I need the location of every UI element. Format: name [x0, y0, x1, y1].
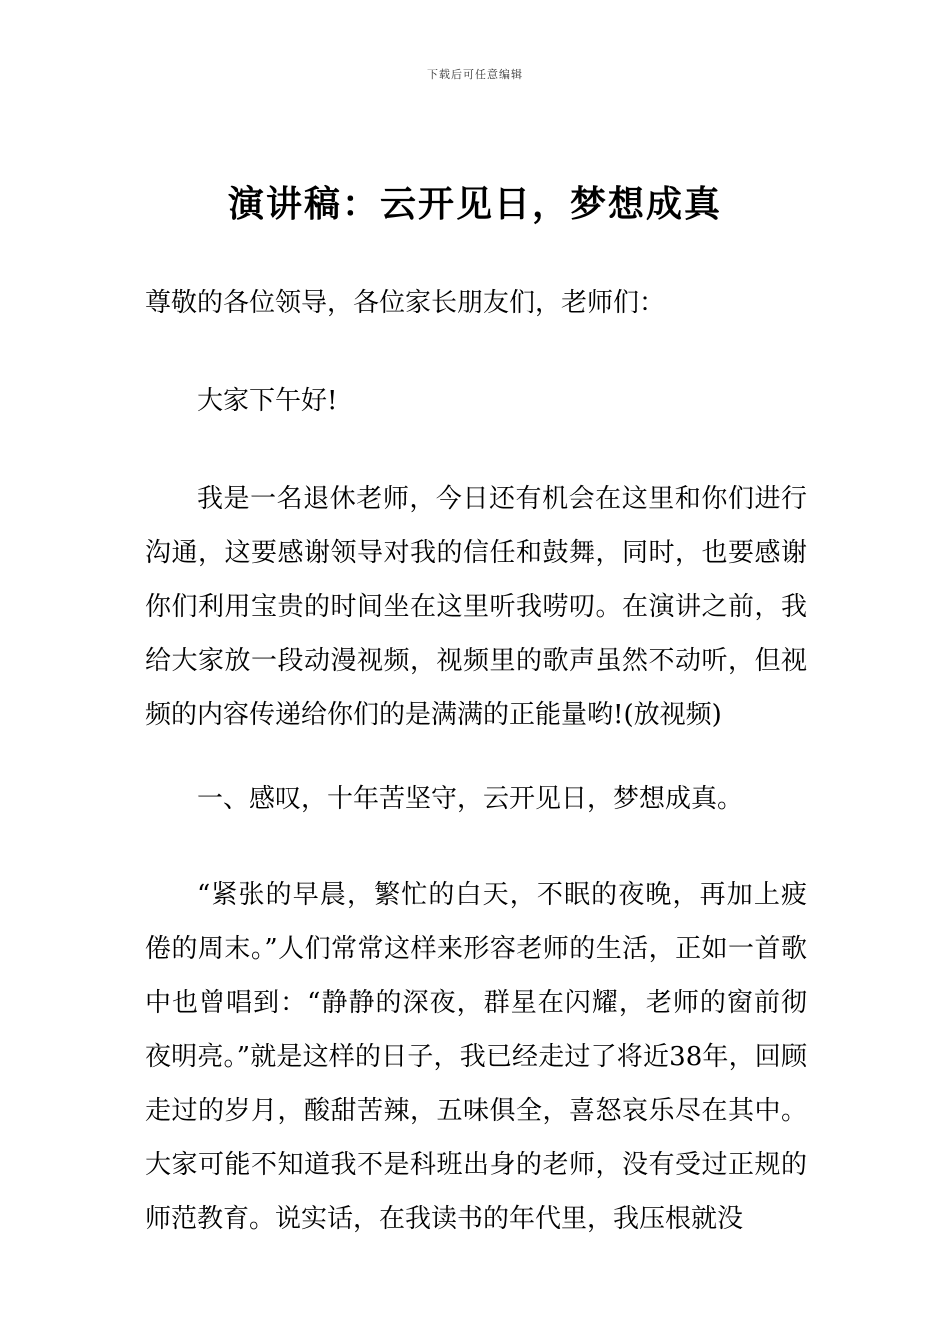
section1-body-paragraph: [145, 868, 807, 1246]
salutation-text: 尊敬的各位领导，各位家长朋友们，老师们：: [145, 288, 666, 318]
section1-heading: 一、感叹，十年苦坚守，云开见日，梦想成真。: [197, 784, 744, 814]
section1-text: “紧张的早晨，繁忙的白天，不眠的夜晚，再加上疲倦的周末。”人们常常这样来形容老师的生活，正如一首歌中也曾唱到：“静静的深夜，群星在闪耀，老师的窗前彻夜明亮。”就是这样的日子，我已经走过了将近38年，回顾走过的岁月，酸甜苦辣，五味俱全，喜怒哀乐尽在其中。大家可能不知道我不是科班出身的老师，没有受过正规的师范教育。说实话，在我读书的年代里，我压根就没: [145, 880, 807, 1234]
greeting-paragraph: [145, 374, 807, 428]
intro-paragraph: [145, 472, 807, 742]
salutation-paragraph: [145, 276, 807, 330]
header-note: 下载后可任意编辑: [427, 68, 523, 81]
greeting-text: 大家下午好!: [197, 386, 338, 416]
document-title: 演讲稿：云开见日，梦想成真: [227, 184, 722, 225]
intro-text: 我是一名退休老师，今日还有机会在这里和你们进行沟通，这要感谢领导对我的信任和鼓舞，同时，也要感谢你们利用宝贵的时间坐在这里听我唠叨。在演讲之前，我给大家放一段动漫视频，视频里的歌声虽然不动听，但视频的内容传递给你们的是满满的正能量哟!(放视频): [145, 484, 807, 730]
section1-heading-paragraph: [145, 772, 807, 826]
